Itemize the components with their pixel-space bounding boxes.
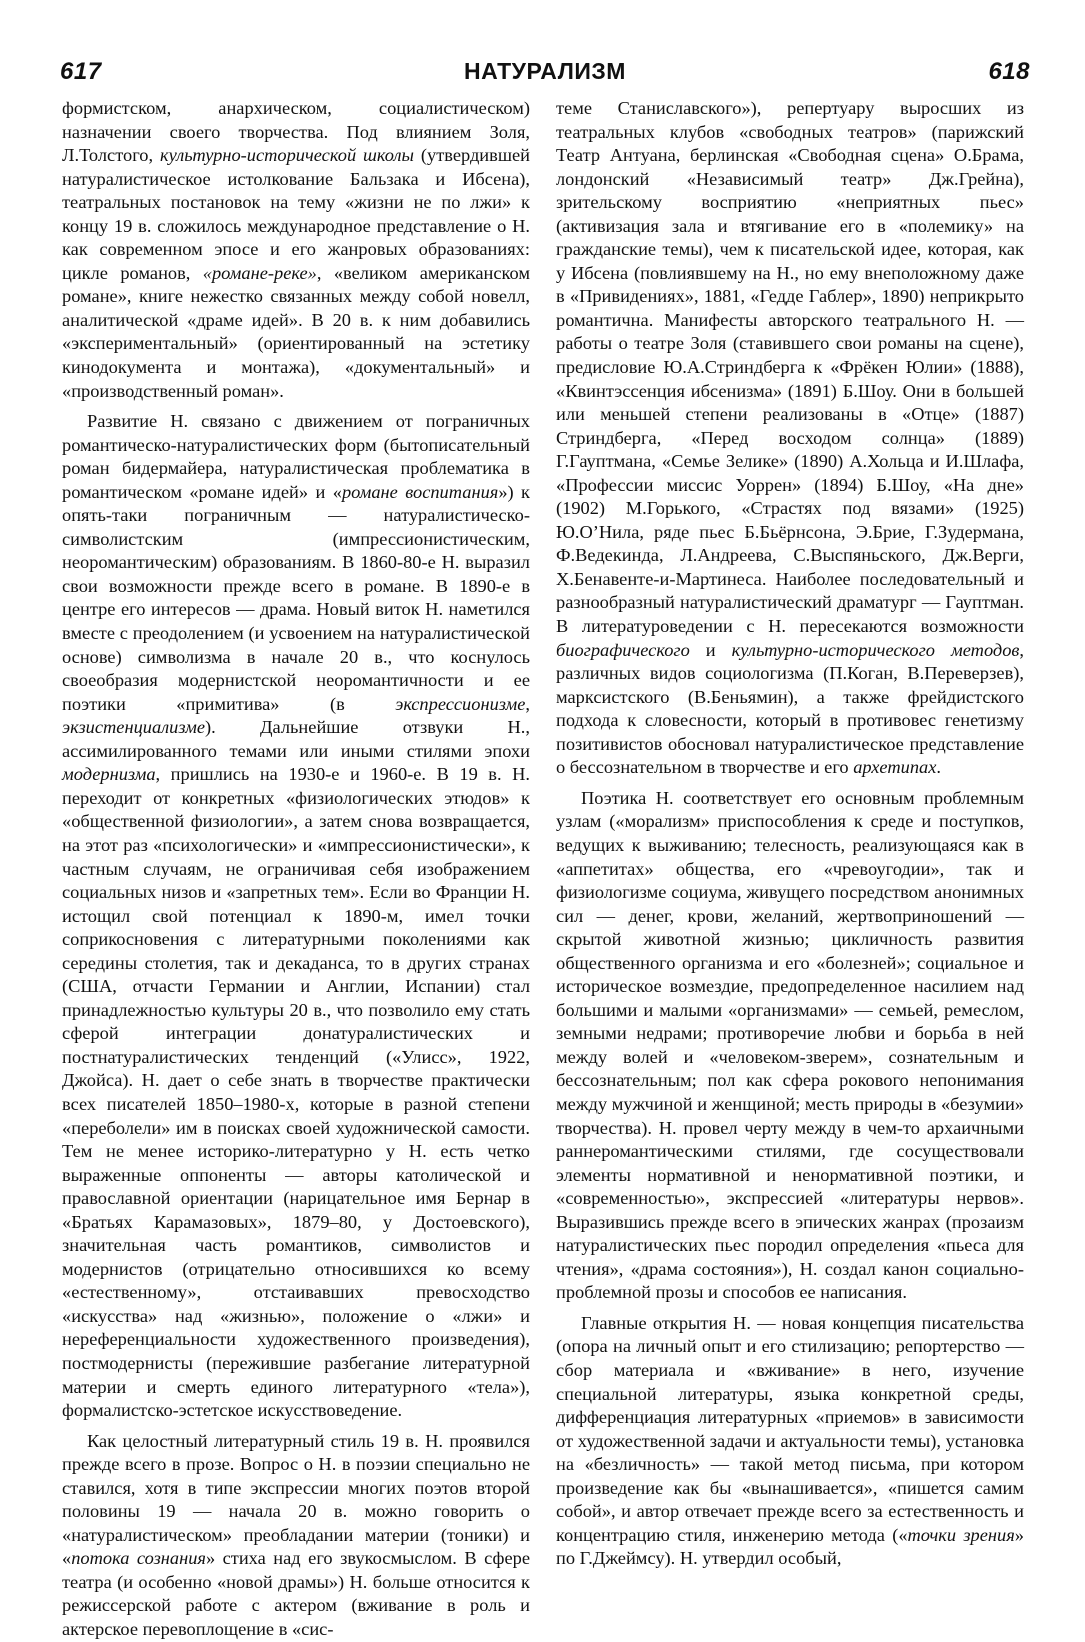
text-run: Как целостный литературный стиль 19 в. Н. проявился прежде всего в прозе. Вопрос о Н. в поэзии специально не ставился, хотя в типе экспрессии многих поэтов второй половины 19 — начала 20 в. можно говорить о «натуралистическом» преобладании материи (тоники) и «	[62, 1430, 530, 1569]
text-run: , различных видов социологизма (П.Коган, В.Переверзев), марксистского (В.Беньямин), а также фрейдистского подхода к словесности, который в противовес генетизму позитивистов обосновал натуралистическое представление о бессознательном в творчестве и его	[556, 639, 1024, 778]
italic-term: романе воспитания	[341, 481, 499, 502]
paragraph	[62, 97, 530, 403]
paragraph	[62, 410, 530, 1423]
paragraph	[556, 97, 1024, 780]
page-header	[60, 58, 1030, 92]
italic-term: экспрессионизме	[395, 693, 526, 714]
italic-term: потока сознания	[71, 1548, 206, 1569]
text-run: (утвердившей натуралистическое истолкование Бальзака и Ибсена), театральных постановок на тему «жизни не по лжи» к концу 19 в. сложилось международное представление о Н. как современном эпосе и его жанровых образованиях: цикле романов,	[62, 145, 530, 283]
left-column	[62, 97, 530, 1639]
text-run: .	[936, 757, 941, 778]
text-run: формистском, анархическом, социалистическом) назначении своего творчества. Под влиянием Золя, Л.Толстого,	[62, 98, 530, 166]
text-run: ,	[525, 693, 530, 714]
paragraph	[556, 787, 1024, 1305]
text-run: » по Г.Джеймсу). Н. утвердил особый,	[556, 1524, 1024, 1569]
italic-term: точки зрения	[907, 1524, 1015, 1545]
text-run: и	[689, 639, 732, 660]
text-run: ») к опять-таки пограничным — натуралистическо-символистским (импрессионистическим, неоромантическим) образованиям. В 1860-80-е Н. выразил свои возможности прежде всего в романе. В 1890-е в центре его интересов — драма. Новый виток Н. наметился вместе с преодолением (и усвоением на натуралистической основе) символизма в начале 20 в., что коснулось своеобразия модернистской неоромантичности и ее поэтики «примитива» (в	[62, 481, 530, 714]
italic-term: модернизма	[62, 764, 156, 785]
text-run: , «великом американском романе», книге нежестко связанных между собой новелл, аналитической «драме идей». В 20 в. к ним добавились «экспериментальный» (ориентированный на эстетику кинодокумента и монтажа), «документальный» и «производственный роман».	[62, 262, 530, 401]
paragraph	[62, 1430, 530, 1642]
right-page-number: 618	[988, 58, 1030, 85]
text-run: , пришлись на 1930-е и 1960-е. В 19 в. Н. переходит от конкретных «физиологических этюдов» к «общественной физиологии», а затем снова возвращается, на этот раз «психологически» и «импрессионистически», к частным случаям, не ограничивая себя изображением социальных низов и «запретных тем». Если во Франции Н. истощил свой потенциал к 1890-м, имел точки соприкосновения с литературными поколениями как середины столетия, так и декаданса, то в других странах (США, отчасти Германии и Англии, Испании) стал принадлежностью культуры 20 в., что позволило ему стать сферой интеграции донатуралистических и постнатуралистических тенденций («Улисс», 1922, Джойса). Н. дает о себе знать в творчестве практически всех писателей 1850–1980-х, которые в разной степени «переболели» им в поисках своей художнической самости. Тем не менее историко-литературно у Н. есть четко выраженные оппоненты — авторы католической и православной ориентации (нарицательное имя Бернар в «Братьях Карамазовых», 1879–80, у Достоевского), значительная часть романтиков, символистов и модернистов (отрицательно относившихся ко всему «естественному», отстаивавших превосходство «искусства» над «жизнью», положение о «лжи» и нереференциальности художественного произведения), постмодернисты (пережившие разбегание литературной материи и смерть единого литературного «тела»), формалистско-эстетское искусствоведение.	[62, 764, 530, 1421]
paragraph	[556, 1312, 1024, 1571]
italic-term: «романе-реке»	[202, 262, 317, 283]
right-column	[556, 97, 1024, 1569]
text-run: теме Станиславского»), репертуару выросших из театральных клубов «свободных театров» (парижский Театр Антуана, берлинская «Свободная сцена» О.Брама, лондонский «Независимый театр» Дж.Грейна), зрительскому восприятию «неприятных пьес» (активизация зала и втягивание его в «полемику» на гражданские темы), чем к писательской идее, которая, как у Ибсена (повлиявшему на Н., но ему внеположному даже в «Привидениях», 1881, «Гедде Габлер», 1890) неприкрыто романтична. Манифесты авторского театрального Н. — работы о театре Золя (ставившего свои романы на сцене), предисловие Ю.А.Стриндберга к «Фрёкен Юлии» (1888), «Квинтэссенция ибсенизма» (1891) Б.Шоу. Они в большей или меньшей степени реализованы в «Отце» (1887) Стриндберга, «Перед восходом солнца» (1889) Г.Гауптмана, «Семье Зелике» (1890) А.Хольца и И.Шлафа, «Профессии миссис Уоррен» (1894) Б.Шоу, «На дне» (1902) М.Горького, «Страстях под вязами» (1925) Ю.О’Нила, ряде пьес Б.Бьёрнсона, Э.Брие, Г.Зудермана, Ф.Ведекинда, Л.Андреева, С.Выспяньского, Дж.Верги, Х.Бенавенте-и-Мартинеса. Наиболее последовательный и разнообразный натуралистический драматург — Гауптман. В литературоведении с Н. пересекаются возможности	[556, 98, 1024, 637]
italic-term: экзистенциализме	[62, 717, 205, 738]
text-run: Поэтика Н. соответствует его основным проблемным узлам («морализм» приспособления к среде и поступков, ведущих к выживанию; телесность, реализующаяся как в «аппетитах» общества, его «чревоугодии», так и физиологизме социума, живущего посредством анонимных сил — денег, крови, желаний, жертвоприношений — скрытой животной жизнью; цикличность развития общественного организма и его «болезней»; социальное и историческое возмездие, предопределенное насилием над большими и малыми «организмами» — семьей, ремеслом, земными недрами; противоречие любви и борьба в ней между волей и «человеком-зверем», сознательным и бессознательным; пол как сфера рокового непонимания между мужчиной и женщиной; месть природы в «безумии» творчества). Н. провел черту между в чем-то архаичными раннеромантическими стилями, где сосуществовали элементы нормативной и ненормативной поэтики, и «современностью», экспрессией «литературы нервов». Выразившись прежде всего в эпических жанрах (прозаизм натуралистических пьес породил определения «пьеса для чтения», «драма состояния»), Н. создал канон социально-проблемной прозы и способов ее написания.	[556, 787, 1024, 1303]
italic-term: культурно-исторической школы	[159, 145, 415, 166]
left-page-number: 617	[60, 58, 102, 85]
running-title: НАТУРАЛИЗМ	[464, 58, 626, 84]
text-run: Главные открытия Н. — новая концепция писательства (опора на личный опыт и его стилизацию; репортерство — сбор материала и «вживание» в него, изучение специальной литературы, языка конкретной среды, дифференциация литературных «приемов» в зависимости от художественной задачи и актуальности темы), установка на «безличность» — такой метод письма, при котором произведение как бы «вынашивается», «пишется самим собой», и автор отвечает прежде всего за естественность и концентрацию стиля, инженерию метода («	[556, 1312, 1024, 1545]
italic-term: биографического	[556, 639, 690, 660]
text-run: » стиха над его звукосмыслом. В сфере театра (и особенно «новой драмы») Н. больше относится к режиссерской работе с актером (вживание в роль и актерское перевоплощение в «сис-	[62, 1548, 530, 1639]
italic-term: архетипах	[853, 757, 937, 778]
text-run: Развитие Н. связано с движением от пограничных романтическо-натуралистических форм (бытописательный роман бидермайера, натуралистическая проблематика в романтическом «романе идей» и «	[62, 411, 530, 502]
text-run: ). Дальнейшие отзвуки Н., ассимилированного темами или иными стилями эпохи	[62, 717, 530, 761]
italic-term: культурно-исторического методов	[731, 639, 1020, 660]
